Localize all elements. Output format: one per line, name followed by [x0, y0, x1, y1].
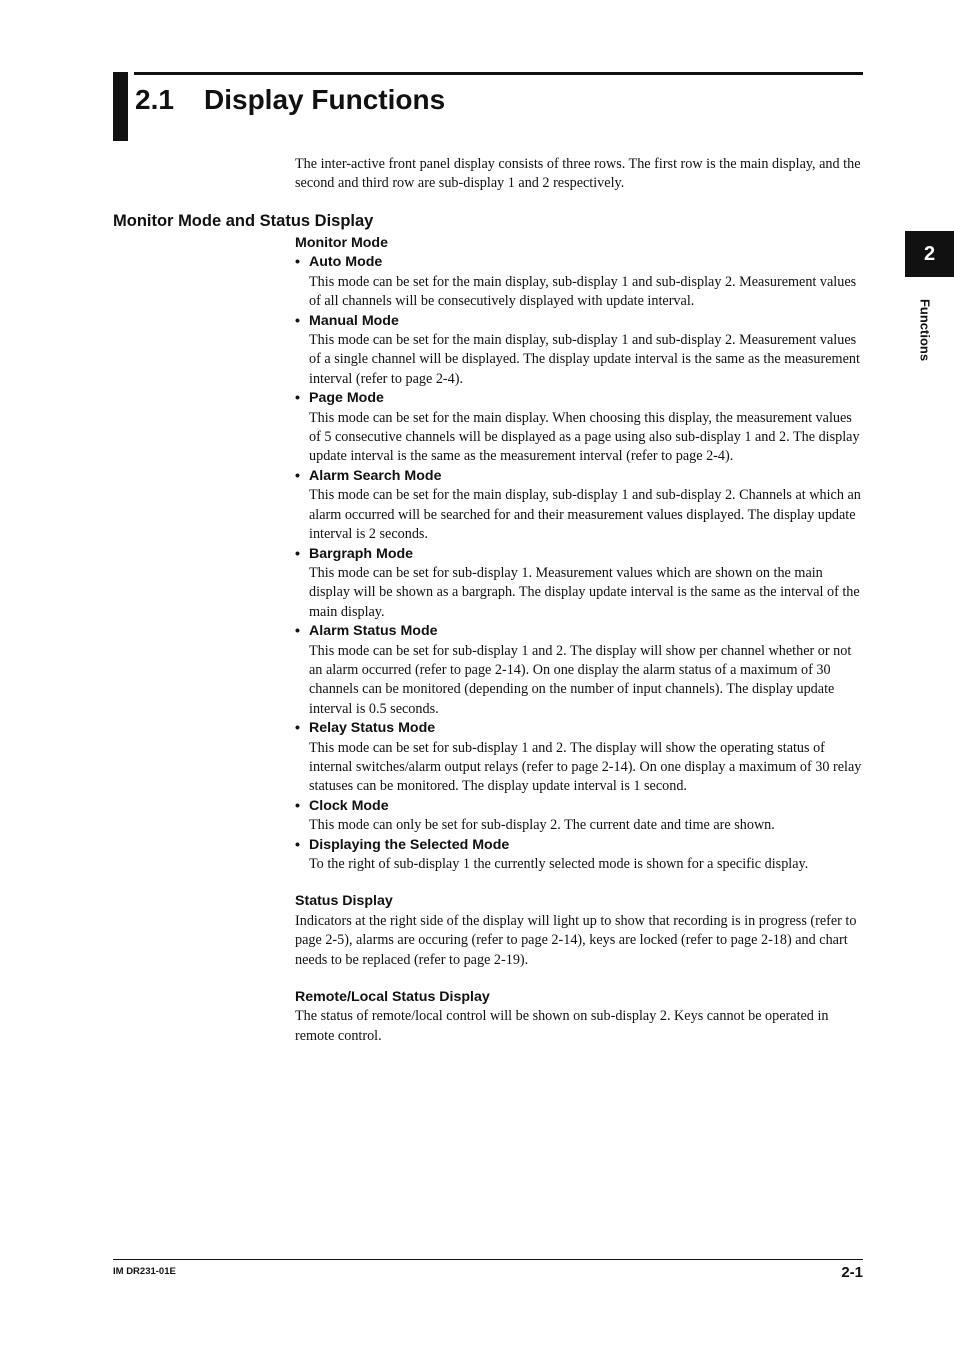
bullet-icon: •	[295, 467, 300, 484]
page-number: 2-1	[841, 1264, 863, 1281]
mode-title: Bargraph Mode	[309, 545, 414, 562]
mode-item-selected-mode	[295, 836, 865, 875]
mode-description: This mode can be set for the main display. When choosing this display, the measurement values of 5 consecutive channels will be displayed as a page using also sub-display 1 and 2. The display update interval is the same as the measurement interval (refer to page 2-4).	[309, 409, 860, 465]
bullet-icon: •	[295, 254, 300, 271]
mode-item-relay-status	[295, 719, 865, 797]
remote-local-text: The status of remote/local control will be shown on sub-display 2. Keys cannot be operated in remote control.	[295, 1008, 829, 1044]
mode-item-alarm-status	[295, 622, 865, 719]
bullet-icon: •	[295, 836, 300, 853]
mode-item-alarm-search	[295, 467, 865, 545]
mode-item-auto	[295, 253, 865, 311]
mode-description: This mode can only be set for sub-display 2. The current date and time are shown.	[309, 817, 775, 834]
mode-title: Relay Status Mode	[309, 720, 436, 737]
header-rule	[134, 72, 863, 75]
remote-local-block	[295, 988, 865, 1046]
mode-item-manual	[295, 312, 865, 390]
remote-local-heading: Remote/Local Status Display	[295, 989, 490, 1006]
bullet-icon: •	[295, 312, 300, 329]
monitor-mode-heading: Monitor Mode	[295, 235, 388, 251]
document-code: IM DR231-01E	[113, 1266, 176, 1277]
status-display-heading: Status Display	[295, 893, 393, 910]
mode-description: To the right of sub-display 1 the currently selected mode is shown for a specific display.	[309, 856, 809, 872]
mode-item-clock	[295, 797, 865, 836]
mode-description: This mode can be set for the main display, sub-display 1 and sub-display 2. Measurement values of all channels will be consecutively displayed with update interval.	[309, 273, 857, 310]
bullet-icon: •	[295, 390, 300, 407]
content-column	[295, 234, 865, 1046]
mode-description: This mode can be set for the main display, sub-display 1 and sub-display 2. Channels at which an alarm occurred will be searched for and their measurement values displayed. The display update interval is 2 seconds.	[309, 487, 861, 543]
chapter-side-label: Functions	[917, 298, 933, 362]
mode-item-bargraph	[295, 545, 865, 623]
mode-description: This mode can be set for sub-display 1. Measurement values which are shown on the main display will be shown as a bargraph. The display update interval is the same as the interval of the main display.	[309, 564, 860, 620]
status-display-block	[295, 892, 865, 970]
mode-title: Displaying the Selected Mode	[309, 836, 510, 853]
mode-title: Page Mode	[309, 390, 384, 407]
section-number: 2.1	[135, 84, 174, 115]
mode-description: This mode can be set for sub-display 1 and 2. The display will show per channel whether or not an alarm occurred (refer to page 2-14). On one display the alarm status of a maximum of 30 channels can be monitored (depending on the number of input channels). The display update interval is 0.5 seconds.	[309, 642, 852, 717]
bullet-icon: •	[295, 720, 300, 737]
header-bar	[113, 72, 128, 141]
bullet-icon: •	[295, 797, 300, 814]
mode-title: Clock Mode	[309, 797, 389, 814]
mode-title: Manual Mode	[309, 312, 399, 329]
bullet-icon: •	[295, 545, 300, 562]
section-heading: Monitor Mode and Status Display	[113, 212, 374, 230]
chapter-tab: 2	[905, 231, 954, 277]
page-title	[135, 84, 445, 116]
bullet-icon: •	[295, 623, 300, 640]
mode-title: Alarm Search Mode	[309, 467, 442, 484]
mode-description: This mode can be set for the main display, sub-display 1 and sub-display 2. Measurement values of a single channel will be displayed. The display update interval is the same as the measurement interval (refer to page 2-4).	[309, 332, 860, 387]
footer-rule	[113, 1259, 863, 1260]
mode-item-page	[295, 389, 865, 467]
mode-title: Alarm Status Mode	[309, 623, 438, 640]
mode-title: Auto Mode	[309, 254, 383, 271]
section-title: Display Functions	[204, 84, 446, 115]
intro-paragraph: The inter-active front panel display consists of three rows. The first row is the main display, and the second and third row are sub-display 1 and 2 respectively.	[295, 156, 861, 192]
mode-description: This mode can be set for sub-display 1 and 2. The display will show the operating status of internal switches/alarm output relays (refer to page 2-14). On one display a maximum of 30 relay statuses can be monitored. The display update interval is 1 second.	[309, 739, 862, 795]
status-display-text: Indicators at the right side of the display will light up to show that recording is in progress (refer to page 2-5), alarms are occuring (refer to page 2-14), keys are locked (refer to page 2-18) and chart needs to be replaced (refer to page 2-19).	[295, 912, 857, 968]
